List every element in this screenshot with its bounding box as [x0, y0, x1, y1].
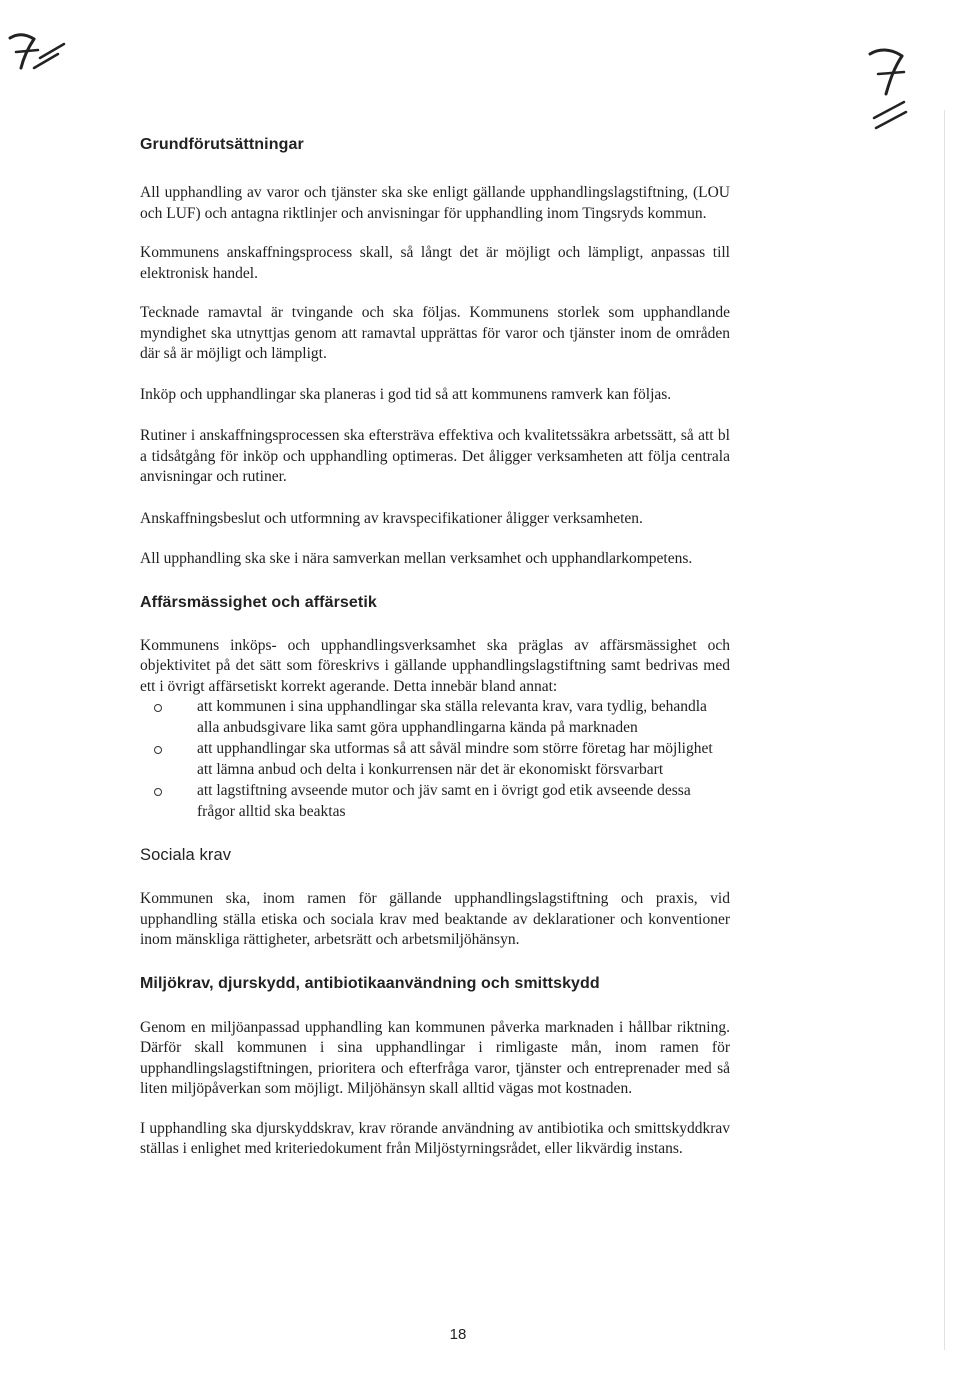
bullet-icon	[154, 788, 162, 796]
paragraph-rutiner: Rutiner i anskaffningsprocessen ska eftersträva effektiva och kvalitetssäkra arbetssätt, så att bl a tidsåtgång för inköp och upphandling optimeras. Det åligger verksamheten att följa centrala anvisningar och rutiner.	[140, 427, 730, 485]
handwritten-page-mark-right	[862, 44, 922, 134]
heading-sociala-krav: Sociala krav	[140, 846, 232, 864]
scan-edge-line	[944, 110, 945, 1350]
paragraph-lagstiftning: All upphandling av varor och tjänster ska ske enligt gällande upphandlingslagstiftning, (LOU och LUF) och antagna riktlinjer och anvisningar för upphandling inom Tingsryds kommun.	[140, 184, 730, 222]
list-item	[140, 781, 730, 822]
paragraph-samverkan: All upphandling ska ske i nära samverkan mellan verksamhet och upphandlarkompetens.	[140, 550, 693, 567]
paragraph-elektronisk-handel: Kommunens anskaffningsprocess skall, så långt det är möjligt och lämpligt, anpassas till elektronisk handel.	[140, 244, 730, 282]
heading-affarsmassighet: Affärsmässighet och affärsetik	[140, 593, 377, 611]
paragraph-anskaffningsbeslut: Anskaffningsbeslut och utformning av kravspecifikationer åligger verksamheten.	[140, 509, 643, 527]
document-body	[140, 136, 730, 1160]
list-item-text: att kommunen i sina upphandlingar ska ställa relevanta krav, vara tydlig, behandla alla anbudsgivare lika samt göra upphandlingarna kända på marknaden	[197, 698, 707, 736]
paragraph-affarsmassighet-intro: Kommunens inköps- och upphandlingsverksamhet ska präglas av affärsmässighet och objektivitet på det sätt som föreskrivs i gällande upphandlingslagstiftning samt bedrivas med ett i övrigt affärsetiskt korrekt agerande. Detta innebär bland annat:	[140, 636, 730, 695]
list-item	[140, 697, 730, 738]
bullet-list	[140, 697, 730, 822]
heading-grundforutsattningar: Grundförutsättningar	[140, 136, 304, 153]
paragraph-ramavtal: Tecknade ramavtal är tvingande och ska följas. Kommunens storlek som upphandlande myndighet ska utnyttjas genom att ramavtal upprättas för varor och tjänster inom de områden där så är möjligt och lämpligt.	[140, 304, 730, 362]
handwritten-page-mark-left	[4, 30, 74, 78]
heading-miljokrav: Miljökrav, djurskydd, antibiotikaanvändning och smittskydd	[140, 974, 600, 992]
bullet-icon	[154, 704, 162, 712]
list-item	[140, 739, 730, 780]
paragraph-planering: Inköp och upphandlingar ska planeras i god tid så att kommunens ramverk kan följas.	[140, 385, 672, 403]
bullet-icon	[154, 746, 162, 754]
paragraph-miljoanpassad-upphandling: Genom en miljöanpassad upphandling kan kommunen påverka marknaden i hållbar riktning. Därför skall kommunen i sina upphandlingar i rimligaste mån, inom ramen för upphandlingslagstiftningen, prioritera och efterfråga varor, tjänster och entreprenader med så liten miljöpåverkan som möjligt. Miljöhänsyn skall alltid vägas mot kostnaden.	[140, 1018, 730, 1097]
list-item-text: att lagstiftning avseende mutor och jäv samt en i övrigt god etik avseende dessa frågor alltid ska beaktas	[197, 782, 691, 820]
page-number: 18	[449, 1326, 467, 1343]
paragraph-djurskyddskrav: I upphandling ska djurskyddskrav, krav rörande användning av antibiotika och smittskyddkrav ställas i enlighet med kriteriedokument från Miljöstyrningsrådet, eller likvärdig instans.	[140, 1119, 730, 1157]
paragraph-sociala-krav: Kommunen ska, inom ramen för gällande upphandlingslagstiftning och praxis, vid upphandling ställa etiska och sociala krav med beaktande av deklarationer och konventioner inom mänskliga rättigheter, arbetsrätt och arbetsmiljöhänsyn.	[140, 890, 730, 948]
list-item-text: att upphandlingar ska utformas så att såväl mindre som större företag har möjlighet att lämna anbud och delta i konkurrensen när det är ekonomiskt försvarbart	[197, 740, 713, 778]
